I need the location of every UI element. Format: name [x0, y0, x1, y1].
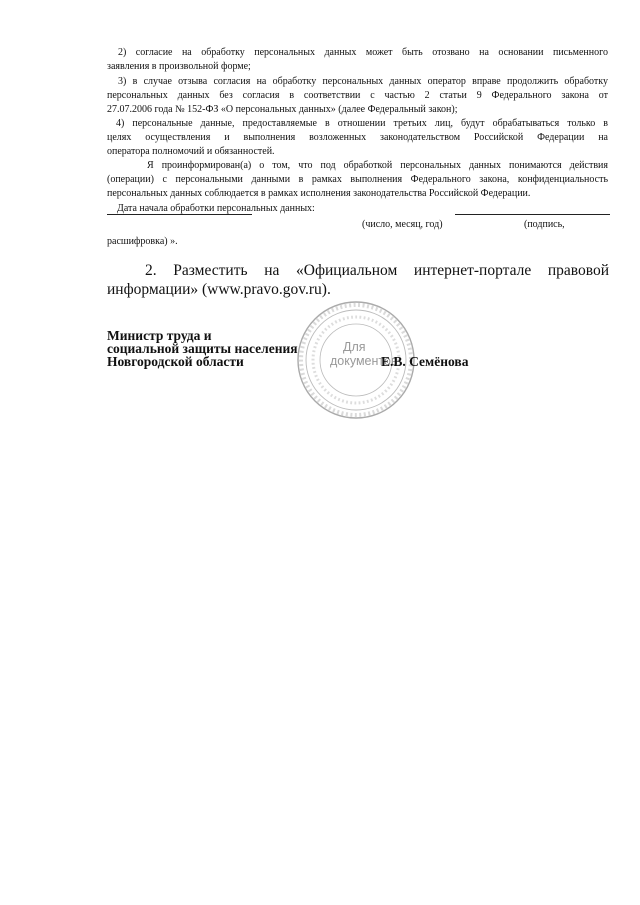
signatory-title-line-2: социальной защиты населения — [107, 341, 298, 356]
consent-item-3-line-2: персональных данных без согласия в соответствии с частью 2 статьи 9 Федерального закона от — [107, 90, 608, 101]
item-2-line-2: информации» (www.pravo.gov.ru). — [107, 281, 331, 298]
info-line-2: (операции) с персональными данными в рамках выполнения Федерального закона, конфиденциальность — [107, 174, 608, 185]
seal-watermark-line-1: Для — [343, 340, 366, 354]
signatory-title-line-1: Министр труда и — [107, 328, 212, 343]
consent-item-2-line-2: заявления в произвольной форме; — [107, 61, 251, 72]
consent-item-3-line-1: 3) в случае отзыва согласия на обработку персональных данных оператор вправе продолжить обработку — [118, 76, 608, 87]
consent-item-4-line-3: оператора полномочий и обязанностей. — [107, 146, 275, 157]
seal-watermark-line-2: документов — [330, 354, 398, 368]
date-caption: (число, месяц, год) — [362, 219, 443, 230]
consent-item-4-line-1: 4) персональные данные, предоставляемые в отношении третьих лиц, будут обрабатываться только в — [116, 118, 608, 129]
signature-line — [107, 214, 252, 215]
decode-caption: расшифровка) ». — [107, 236, 178, 247]
info-line-3: персональных данных соблюдается в рамках исполнения законодательства Российской Федерации. — [107, 188, 531, 199]
signature-caption: (подпись, — [524, 219, 565, 230]
date-label: Дата начала обработки персональных данных: — [117, 203, 315, 214]
consent-item-2-line-1: 2) согласие на обработку персональных данных может быть отозвано на основании письменного — [118, 47, 608, 58]
signatory-name: Е.В. Семёнова — [381, 354, 469, 369]
item-2-line-1: 2. Разместить на «Официальном интернет-портале правовой — [145, 262, 609, 279]
consent-item-3-line-3: 27.07.2006 года № 152-ФЗ «О персональных данных» (далее Федеральный закон); — [107, 104, 458, 115]
consent-item-4-line-2: целях осуществления и выполнения возложенных законодательством Российской Федерации на — [107, 132, 608, 143]
info-line-1: Я проинформирован(а) о том, что под обработкой персональных данных понимаются действия — [147, 160, 608, 171]
signatory-title-line-3: Новгородской области — [107, 354, 244, 369]
date-line — [455, 214, 610, 215]
